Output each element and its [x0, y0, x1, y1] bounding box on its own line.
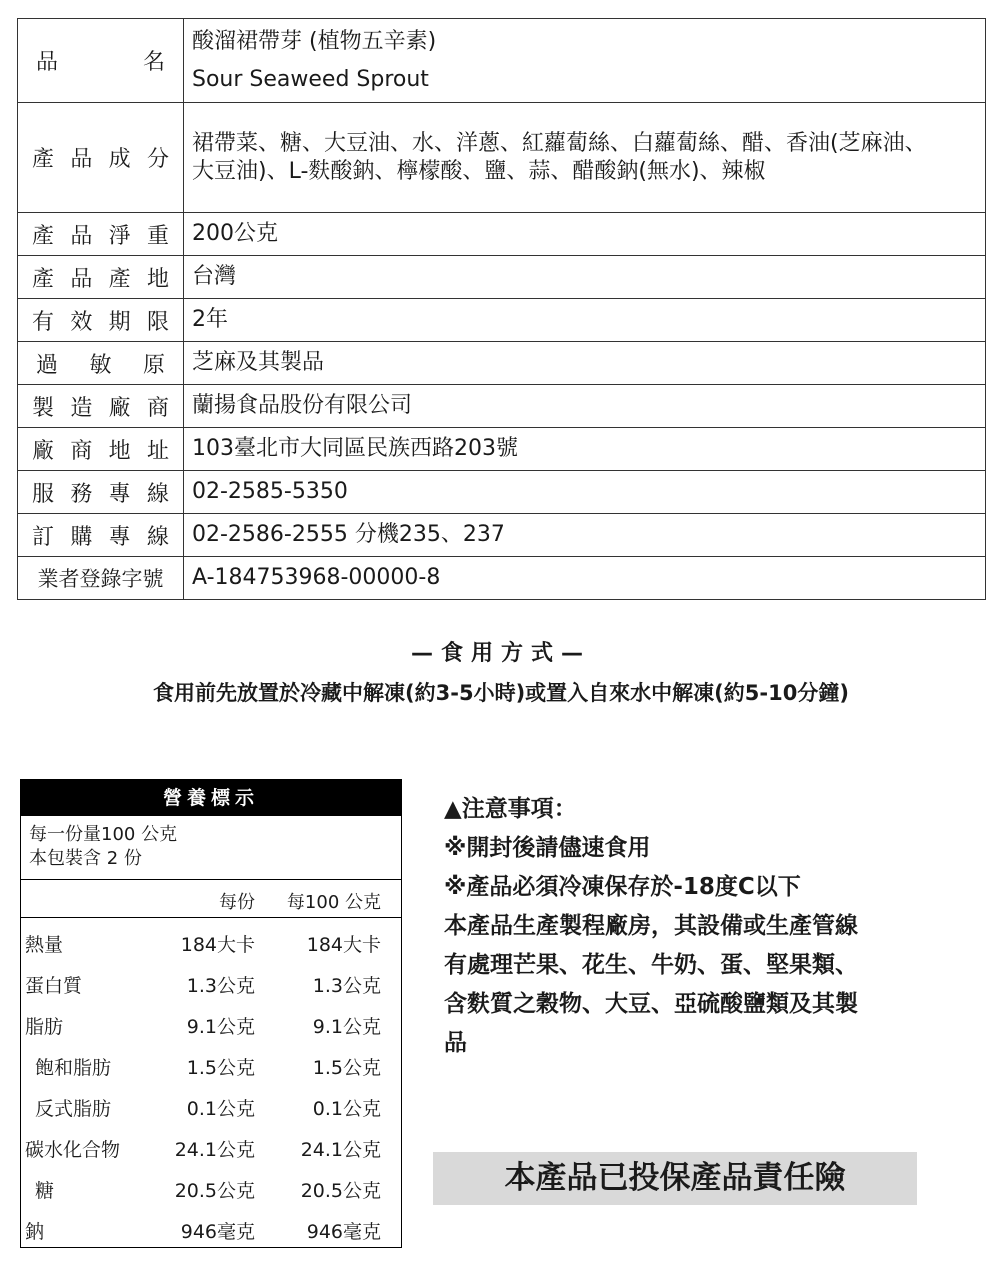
label-ingredients: 產 品 成 分: [18, 103, 184, 213]
serving-info: [21, 816, 401, 880]
ingredients-line-2: 大豆油)、L-麩酸鈉、檸檬酸、鹽、蒜、醋酸鈉(無水)、辣椒: [192, 158, 766, 184]
origin: 台灣: [184, 256, 986, 299]
row-ingredients: [18, 103, 986, 213]
manufacturer-address: 103臺北市大同區民族西路203號: [184, 428, 986, 471]
nutrition-row: 脂肪 9.1公克 9.1公克: [25, 1016, 381, 1038]
col-per-100g: 每100 公克: [286, 892, 381, 913]
row-order: 訂 購 專 線 02-2586-2555 分機235、237: [18, 514, 986, 557]
nutrition-row: 飽和脂肪 1.5公克 1.5公克: [35, 1057, 381, 1079]
row-origin: 產 品 產 地 台灣: [18, 256, 986, 299]
nutrition-row: 糖 20.5公克 20.5公克: [35, 1180, 381, 1202]
label-name: 品 名: [18, 19, 184, 103]
servings-per-pack: 本包裝含 2 份: [29, 848, 142, 869]
row-registration: [18, 557, 986, 600]
nutrition-row: 鈉 946毫克 946毫克: [25, 1221, 381, 1243]
label-registration: 業者登錄字號: [18, 557, 184, 600]
row-maker: 製 造 廠 商 蘭揚食品股份有限公司: [18, 385, 986, 428]
registration-number: A-184753968-00000-8: [184, 557, 986, 600]
row-service: 服 務 專 線 02-2585-5350: [18, 471, 986, 514]
value-name: [184, 19, 986, 103]
serving-size: 每一份量100 公克: [29, 824, 178, 845]
note-line: 品: [444, 1030, 467, 1056]
row-name: [18, 19, 986, 103]
nutrition-facts-panel: [20, 779, 402, 1248]
row-address: 廠 商 地 址 103臺北市大同區民族西路203號: [18, 428, 986, 471]
row-shelf-life: 有 效 期 限 2年: [18, 299, 986, 342]
insurance-banner: 本產品已投保產品責任險: [433, 1152, 917, 1205]
service-phone: 02-2585-5350: [184, 471, 986, 514]
allergen: 芝麻及其製品: [184, 342, 986, 385]
value-ingredients: [184, 103, 986, 213]
nutrition-row: 碳水化合物 24.1公克 24.1公克: [25, 1139, 381, 1161]
note-line: 含麩質之穀物、大豆、亞硫酸鹽類及其製: [444, 991, 858, 1017]
nutrition-row: 熱量 184大卡 184大卡: [25, 934, 381, 956]
order-phone: 02-2586-2555 分機235、237: [184, 514, 986, 557]
net-weight: 200公克: [184, 213, 986, 256]
note-line: ※開封後請儘速食用: [444, 835, 651, 861]
product-name-zh: 酸溜裙帶芽 (植物五辛素): [192, 28, 437, 54]
nutrition-column-headers: [21, 880, 401, 918]
product-info-table: [17, 18, 986, 600]
caution-notes: [444, 790, 964, 1063]
nutrition-rows: [21, 918, 401, 1250]
nutrition-row: 蛋白質 1.3公克 1.3公克: [25, 975, 381, 997]
note-line: 有處理芒果、花生、牛奶、蛋、堅果類、: [444, 952, 858, 978]
col-per-serving: 每份: [219, 892, 255, 913]
product-name-en: Sour Seaweed Sprout: [192, 66, 429, 92]
note-line: ※產品必須冷凍保存於-18度C以下: [444, 874, 801, 900]
nutrition-row: 反式脂肪 0.1公克 0.1公克: [35, 1098, 381, 1120]
nutrition-title: 營養標示: [21, 780, 401, 816]
row-allergen: 過 敏 原 芝麻及其製品: [18, 342, 986, 385]
shelf-life: 2年: [184, 299, 986, 342]
usage-title: —食用方式—: [410, 641, 591, 666]
row-weight: 產 品 淨 重 200公克: [18, 213, 986, 256]
usage-text: 食用前先放置於冷藏中解凍(約3-5小時)或置入自來水中解凍(約5-10分鐘): [153, 681, 849, 705]
manufacturer: 蘭揚食品股份有限公司: [184, 385, 986, 428]
notes-title: ▲注意事項：: [444, 796, 577, 822]
ingredients-line-1: 裙帶菜、糖、大豆油、水、洋蔥、紅蘿蔔絲、白蘿蔔絲、醋、香油(芝麻油、: [192, 130, 927, 156]
note-line: 本產品生產製程廠房，其設備或生產管線: [444, 913, 858, 939]
